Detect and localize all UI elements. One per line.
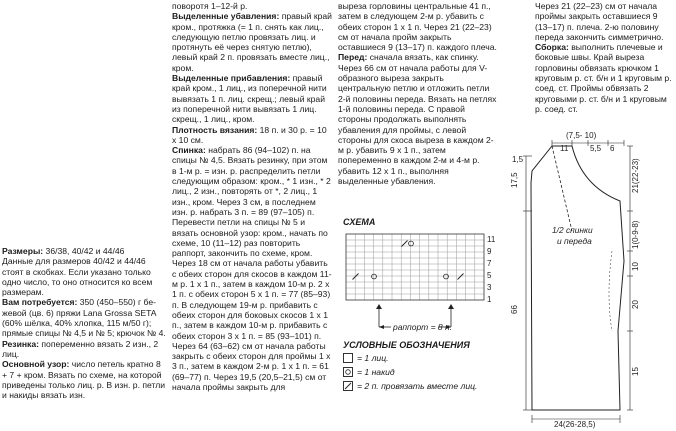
section-heading: Спинка: — [172, 145, 206, 156]
col2-paragraph — [172, 145, 332, 392]
yarn-over-symbol-2 — [372, 274, 377, 279]
paragraph-text: Через 21 (22–23) см от начала проймы закрыть оставшиеся 9 (13–17) п. плеча. 2-ю половину переда закончить симметрично. — [535, 1, 664, 42]
text-column-1 — [2, 246, 166, 400]
section-heading: Перед: — [338, 52, 368, 63]
dim-armhole: 21(22-23) — [631, 158, 640, 193]
label-half-back: 1/2 спинки — [552, 225, 593, 235]
text-column-2 — [172, 1, 332, 392]
paragraph-text: 350 (450–550) г бе-жевой (цв. 6) пряжи Lana Grossa SETA (60% шёлка, 40% хлопка, 115 м/50 г); прямые спицы № 4,5 и № 5; крючок № 4. — [2, 297, 166, 339]
col1-paragraph — [2, 246, 166, 256]
row-number: 11 — [487, 235, 496, 244]
paragraph-text: выполнить плечевые и боковые швы. Край выреза горловины обвязать крючком 1 круговым р. ст. б/н и 1 круговым р. соед. ст. Проймы обвязать 2 круговыми р. ст. б/н и 1 круговым р. соед. ст. — [535, 42, 672, 114]
section-heading: Резинка: — [2, 338, 39, 349]
dim-top-11: 11 — [560, 144, 569, 153]
col4-paragraph — [535, 1, 675, 42]
paragraph-text: число петель кратно 8 + 7 + кром. Вязать по схеме, на которой приведены только лиц. р. В изн. р. петли и накиды вязать изн. — [2, 359, 166, 401]
dim-top-6: 6 — [610, 144, 615, 153]
col1-paragraph — [2, 359, 166, 400]
col3-paragraph — [338, 52, 498, 186]
dim-shoulder: 5,5 — [590, 144, 602, 153]
section-heading: Плотность вязания: — [172, 124, 258, 135]
dim-left-1-5: 1,5 — [512, 155, 524, 164]
yarn-over-icon — [343, 367, 353, 377]
legend-item-k2tog: = 2 п. провязать вместе лиц. — [343, 380, 477, 392]
k2tog-icon — [343, 381, 353, 391]
paragraph-text: набрать 86 (94–102) п. на спицы № 4,5. Вязать резинку, при этом в 1-м р. = изн. р. распределить петли следующим образом: кром., * 1 изн., * 2 лиц., 2 изн., повторять от *, 2 лиц., 1 изн., кром. Через 3 см, в последнем изн. р. набрать 3 п. = 89 (97–105) п. Перевести петли на спицы № 5 и вязать основной узор: кром., начать по схеме, 10 (11–12) раз повторить раппорт, закончить по схеме, кром. Через 18 см от начала работы убавить с обеих сторон для скосов в каждом 11-м р. 1 х 1 п., затем в каждом 10-м р. 2 х 1 п. с обеих сторон 5 х 1 п. = 77 (85–93) п. В следующем 19-м р. прибавить с обеих сторон для боковых скосов 1 х 1 п., затем в каждом 10-м р. прибавить с обеих сторон 3 х 1 п. = 85 (93–101) п. Через 64 (63–62) см от начала работы закрыть с обеих сторон для проймы 1 х 3 п., затем в каждом 2-м р. 1 х 1 п. = 61 (69–77) п. Через 19,5 (20,5–21,5) см от начала проймы закрыть для — [172, 145, 332, 392]
col2-paragraph — [172, 1, 332, 11]
garment-schematic — [512, 131, 676, 427]
legend-item-yarn-over: = 1 накид — [343, 366, 395, 378]
section-heading: Выделенные прибавления: — [172, 73, 291, 84]
paragraph-text: правый край кром., 1 лиц., из поперечной нити вывязать 1 п. лиц. скрещ.; левый край из поперечной нити вывязать 1 лиц. скрещ., 1 лиц., кром. — [172, 73, 327, 125]
knit-symbol-icon — [343, 353, 353, 363]
paragraph-text: попеременно вязать 2 изн., 2 лиц. — [2, 338, 159, 359]
row-number: 3 — [487, 283, 492, 292]
k2tog-symbol-2 — [353, 274, 359, 280]
dim-left-66: 66 — [510, 305, 519, 314]
scheme-title: СХЕМА — [343, 217, 376, 227]
dim-right-20: 20 — [631, 300, 640, 309]
chart-grid — [346, 234, 496, 344]
section-heading: Вам потребуется: — [2, 297, 78, 308]
dim-neck-width: (7,5- 10) — [566, 131, 597, 140]
paragraph-text: Данные для размеров 40/42 и 44/46 стоят в скобках. Если указано только одно число, то оно относится ко всем размерам. — [2, 256, 153, 298]
k2tog-symbol-3 — [458, 274, 464, 280]
dim-left-17-5: 17,5 — [510, 172, 519, 188]
col1-paragraph — [2, 297, 166, 338]
rapport-label: раппорт = 8 п. — [393, 322, 453, 332]
paragraph-text: выреза горловины центральные 41 п., затем в следующем 2-м р. убавить с обеих сторон 1 х 1 п. Через 21 (22–23) см от начала пройм закрыть оставшиеся 9 (13–17) п. каждого плеча. — [338, 1, 497, 53]
legend-title: УСЛОВНЫЕ ОБОЗНАЧЕНИЯ — [343, 340, 470, 350]
garment-outline — [531, 146, 624, 410]
row-number: 9 — [487, 247, 492, 256]
col1-paragraph — [2, 256, 166, 297]
yarn-over-symbol-1 — [409, 241, 414, 246]
paragraph-text: 36/38, 40/42 и 44/46 — [43, 246, 125, 256]
col1-paragraph — [2, 339, 166, 360]
paragraph-text: сначала вязать, как спинку. Через 66 см от начала работы для V-образного выреза закрыть центральную петлю и отложить петли 2-й половины переда. Вязать на петлях 1-й половины переда. С правой стороны продолжать выполнять убавления для проймы, с левой стороны для скоса выреза в каждом 2-м р. убавить 9 х 1 п., затем попеременно в каждом 2-м и 4-м р. убавить 12 х 1 п., выполняя выделенные убавления. — [338, 52, 497, 187]
dim-right-10: 10 — [631, 262, 640, 271]
section-heading: Размеры: — [2, 246, 44, 256]
dim-right-10-9-8: 1(0-9-8) — [631, 220, 640, 249]
paragraph-text: 18 п. и 30 р. = 10 х 10 см. — [172, 124, 327, 145]
row-number: 1 — [487, 295, 492, 304]
knitting-chart — [346, 234, 496, 344]
text-column-3 — [338, 1, 498, 186]
yarn-over-symbol-3 — [444, 274, 449, 279]
section-heading: Основной узор: — [2, 359, 70, 370]
row-number: 7 — [487, 259, 492, 268]
section-heading: Выделенные убавления: — [172, 11, 280, 22]
row-number: 5 — [487, 271, 492, 280]
dim-bottom-width: 24(26-28,5) — [554, 420, 596, 429]
paragraph-text: поворотя 1–12-й р. — [172, 1, 248, 11]
col2-paragraph — [172, 125, 332, 146]
k2tog-symbol-1 — [402, 241, 408, 247]
label-and-front: и переда — [557, 236, 592, 246]
section-heading: Сборка: — [535, 42, 569, 53]
col3-paragraph — [338, 1, 498, 52]
col4-paragraph — [535, 42, 675, 114]
legend-item-knit: = 1 лиц. — [343, 352, 389, 364]
paragraph-text: правый край кром., протяжка (= 1 п. снять как лиц., следующую петлю провязать лиц. и протянуть её через снятую петлю), левый край 2 п. провязать вместе лиц., кром. — [172, 11, 332, 73]
dim-right-15: 15 — [631, 367, 640, 376]
text-column-4 — [535, 1, 675, 114]
col2-paragraph — [172, 73, 332, 124]
col2-paragraph — [172, 11, 332, 73]
